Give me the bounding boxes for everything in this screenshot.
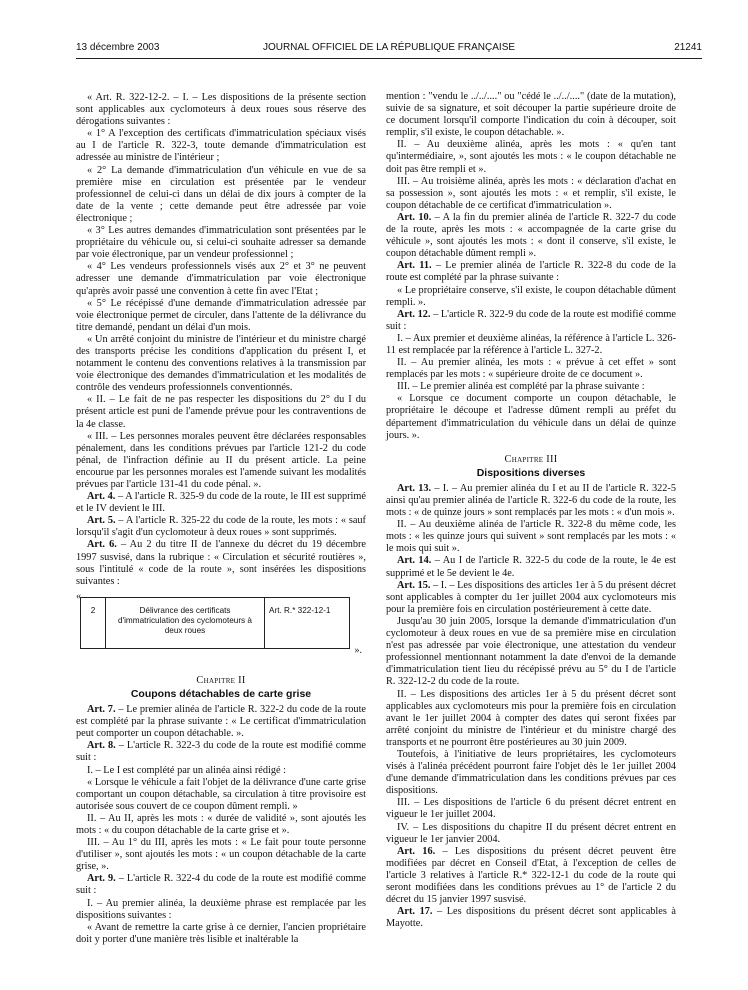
paragraph: « Avant de remettre la carte grise à ce dernier, l'ancien propriétaire doit y porter d'une manière très lisible et inaltérable la [76, 921, 366, 945]
article-number: Art. 11. [397, 260, 432, 272]
article-text: – L'article R. 322-9 du code de la route est modifié comme suit : [386, 308, 676, 332]
article-text: – I. – Les dispositions des articles 1er à 5 du présent décret sont applicables à compter du 1er juillet 2004 aux cyclomoteurs mis pour la première fois en circulation postérieurement à cette date. [386, 579, 676, 615]
paragraph: « II. – Le fait de ne pas respecter les dispositions du 2° du I du présent article est puni de l'amende prévue pour les contraventions de la 4e classe. [76, 394, 366, 430]
table-cell-reference: Art. R.* 322-12-1 [265, 597, 350, 648]
paragraph: « 3° Les autres demandes d'immatriculation sont présentées par le propriétaire du véhicule ou, si celui-ci souhaite adresser sa demande par voie électronique, par un vendeur professionnel ; [76, 225, 366, 261]
paragraph: « 5° Le récépissé d'une demande d'immatriculation adressée par voie électronique permet de circuler, dans l'attente de la délivrance du titre demandé, pendant un délai d'un mois. [76, 297, 366, 333]
article-number: Art. 8. [87, 740, 116, 752]
paragraph: « 2° La demande d'immatriculation d'un véhicule en vue de sa première mise en circulation est présentée par le vendeur professionnel de celui-ci dans un délai de dix jours à compter de la date de la vente ; cette demande peut être adressée par voie électronique ; [76, 164, 366, 224]
article-4 [76, 491, 366, 515]
paragraph: III. – Le premier alinéa est complété par la phrase suivante : [397, 381, 645, 393]
inserted-table [80, 597, 350, 649]
table-open-quote: « [76, 590, 81, 602]
article-number: Art. 14. [397, 555, 432, 567]
article-8 [76, 740, 366, 764]
article-14 [386, 555, 676, 579]
chapter-subtitle: Dispositions diverses [476, 466, 586, 479]
header-date: 13 décembre 2003 [76, 42, 160, 53]
article-text: – A l'article R. 325-22 du code de la route, les mots : « sauf lorsqu'il s'agit d'un cyclomoteur à deux roues » sont supprimés. [76, 515, 366, 539]
paragraph: « Art. R. 322-12-2. – I. – Les dispositions de la présente section sont applicables aux cyclomoteurs à deux roues sous réserve des dérogations suivantes : [76, 92, 366, 128]
article-11 [386, 260, 676, 284]
article-number: Art. 16. [397, 845, 436, 857]
article-text: – Le premier alinéa de l'article R. 322-8 du code de la route est complété par la phrase suivante : [386, 260, 676, 284]
table-close-quote: ». [354, 644, 362, 656]
article-number: Art. 4. [87, 491, 116, 503]
article-number: Art. 6. [87, 539, 117, 551]
paragraph: Jusqu'au 30 juin 2005, lorsque la demande d'immatriculation d'un cyclomoteur à deux roues en vue de sa première mise en circulation n'est pas adressée par voie électronique, une attestation du vendeur professionnel mentionnant notamment la date d'envoi de la demande d'immatriculation tient lieu du récépissé prévu au 5° du I de l'article R. 322-12-2 du code de la route. [386, 615, 676, 688]
article-text: – I. – Au premier alinéa du I et au II de l'article R. 322-5 ainsi qu'au premier alinéa de l'article R. 322-6 du code de la route, les mots : « de quinze jours » sont remplacés par les mots : « d'un mois ». [386, 482, 676, 519]
article-9 [76, 873, 366, 897]
paragraph: I. – Aux premier et deuxième alinéas, la référence à l'article L. 326-11 est remplacée par la référence à l'article L. 327-2. [386, 332, 676, 356]
paragraph: « Le propriétaire conserve, s'il existe, le coupon détachable dûment rempli. ». [386, 284, 676, 308]
paragraph: « 4° Les vendeurs professionnels visés aux 2° et 3° ne peuvent adresser une demande d'immatriculation par voie électronique qu'après avoir passé une convention à cette fin avec l'Etat ; [76, 261, 366, 297]
header-journal-title: JOURNAL OFFICIEL DE LA RÉPUBLIQUE FRANÇAISE [262, 42, 516, 53]
paragraph: II. – Au deuxième alinéa, après les mots : « qu'en tant qu'intermédiaire, », sont ajoutés les mots : « le coupon détachable ne doit pas être rempli et ». [386, 139, 676, 175]
paragraph: III. – Les dispositions de l'article 6 du présent décret entrent en vigueur le 1er juillet 2004. [386, 797, 676, 821]
chapter-heading: Chapitre II [196, 674, 246, 686]
paragraph: III. – Au troisième alinéa, après les mots : « déclaration d'achat en sa possession », sont ajoutés les mots : « et remplir, s'il existe, le coupon détachable de ce certificat d'immatriculation ». [386, 175, 676, 211]
article-text: – Au 2 du titre II de l'annexe du décret du 19 décembre 1997 susvisé, dans la rubrique : « Circulation et sécurité routières », sous l'intitulé « code de la route », sont insérées les dispositions suivantes : [76, 539, 366, 587]
paragraph: « Lorsque ce document comporte un coupon détachable, le propriétaire le découpe et l'adresse dûment rempli au préfet du département d'immatriculation du véhicule dans un délai de quinze jours. ». [386, 393, 676, 441]
article-number: Art. 12. [397, 308, 431, 320]
article-text: – Les dispositions du présent décret sont applicables à Mayotte. [386, 906, 676, 930]
article-6 [76, 539, 366, 587]
article-number: Art. 5. [87, 515, 116, 527]
article-text: – A la fin du premier alinéa de l'article R. 322-7 du code de la route, après les mots : « accompagnée de la carte grise du véhicule », sont ajoutés les mots : « dont il conserve, s'il existe, le coupon détachable dûment rempli ». [386, 211, 676, 260]
article-number: Art. 10. [397, 211, 432, 223]
article-12 [386, 309, 676, 333]
paragraph: « Lorsque le véhicule a fait l'objet de la délivrance d'une carte grise comportant un coupon détachable, sa circulation à titre provisoire est autorisée sous couvert de ce coupon dûment rempli. » [76, 776, 366, 812]
article-text: – Le premier alinéa de l'article R. 322-2 du code de la route est complété par la phrase suivante : « Le certificat d'immatriculation peut comporter un coupon détachable. ». [76, 704, 367, 740]
article-number: Art. 13. [397, 482, 432, 494]
paragraph: II. – Au premier alinéa, les mots : « prévue à cet effet » sont remplacés par les mots : « supérieure droite de ce document ». [386, 357, 676, 381]
paragraph: Toutefois, à l'initiative de leurs propriétaires, les cyclomoteurs visés à l'alinéa précédent pourront faire l'objet dès le 1er juillet 2004 d'une demande d'immatriculation dans les conditions prévues par ces dispositions. [386, 748, 676, 797]
paragraph: « Un arrêté conjoint du ministre de l'intérieur et du ministre chargé des transports précise les conditions d'application du présent I, et notamment le contenu des conventions relatives à la transmission par voie électronique des demandes d'immatriculation et les modalités de contrôle des vendeurs professionnels conventionnés. [76, 333, 366, 394]
article-number: Art. 17. [397, 906, 433, 918]
inserted-table-block [76, 590, 366, 656]
table-row [81, 597, 350, 648]
article-13 [386, 483, 676, 519]
paragraph: IV. – Les dispositions du chapitre II du présent décret entrent en vigueur le 1er janvier 2004. [386, 821, 676, 845]
table-cell-number: 2 [81, 597, 106, 648]
paragraph: mention : "vendu le ../../...." ou "cédé le ../../...." (date de la mutation), suivie de sa signature, et soit découper la partie supérieure droite de ce document lorsqu'il comporte l'indication du coin à découper, soit remplir, s'il existe, le coupon détachable. ». [386, 91, 676, 139]
paragraph: « III. – Les personnes morales peuvent être déclarées responsables pénalement, dans les conditions prévues par l'article 121-2 du code pénal, de l'infraction définie au II du présent article. La peine encourue par les personnes morales est l'amende suivant les modalités prévues par l'article 131-41 du code pénal. ». [76, 430, 366, 490]
paragraph: II. – Au deuxième alinéa de l'article R. 322-8 du même code, les mots : « les quinze jours qui suivent » sont remplacés par les mots : « le mois qui suit ». [386, 519, 676, 555]
article-17 [386, 906, 676, 930]
paragraph: II. – Au II, après les mots : « durée de validité », sont ajoutés les mots : « du coupon détachable de la carte grise et ». [76, 812, 366, 836]
article-number: Art. 15. [397, 579, 431, 591]
article-15 [386, 580, 676, 616]
left-column [76, 92, 366, 946]
article-number: Art. 9. [87, 873, 116, 885]
chapter-heading: Chapitre III [504, 453, 558, 465]
article-text: – Les dispositions du présent décret peuvent être modifiées par décret en Conseil d'Etat, à l'exception de celles de l'article 3 relatives à l'article R.* 322-12-1 du code de la route qui seront modifiées dans les conditions prévues au 1° de l'article 2 du décret du 15 janvier 1997 susvisé. [386, 845, 676, 906]
article-text: – L'article R. 322-3 du code de la route est modifié comme suit : [76, 740, 366, 764]
article-7 [76, 704, 366, 740]
article-16 [386, 846, 676, 906]
article-text: – A l'article R. 325-9 du code de la route, le III est supprimé et le IV devient le III. [76, 491, 366, 515]
page-header [76, 40, 702, 56]
article-text: – Au I de l'article R. 322-5 du code de la route, le 4e est supprimé et le 5e devient le 4e. [386, 555, 676, 579]
article-10 [386, 212, 676, 260]
chapter-subtitle: Coupons détachables de carte grise [130, 687, 312, 700]
header-page-number: 21241 [674, 42, 702, 53]
table-cell-description: Délivrance des certificats d'immatriculation des cyclomoteurs à deux roues [106, 597, 265, 648]
article-number: Art. 7. [87, 704, 116, 716]
paragraph: II. – Les dispositions des articles 1er à 5 du présent décret sont applicables aux cyclomoteurs mis pour la première fois en circulation avant le 1er juillet 2004 à compter des dates qui seront fixées par arrêté conjoint du ministre de l'intérieur et du ministre chargé des transports et ne pourront être postérieures au 30 juin 2009. [386, 688, 676, 748]
right-column [386, 91, 676, 930]
paragraph: « 1° A l'exception des certificats d'immatriculation spéciaux visés au I de l'article R. 322-3, toute demande d'immatriculation est adressée au ministre de l'intérieur ; [76, 128, 366, 164]
paragraph: III. – Au 1° du III, après les mots : « Le fait pour toute personne d'utiliser », sont ajoutés les mots : « un coupon détachable de la carte grise, ». [76, 837, 366, 873]
paragraph: I. – Au premier alinéa, la deuxième phrase est remplacée par les dispositions suivantes : [76, 897, 366, 921]
article-text: – L'article R. 322-4 du code de la route est modifié comme suit : [76, 873, 366, 897]
header-rule [76, 58, 702, 59]
paragraph: I. – Le I est complété par un alinéa ainsi rédigé : [87, 764, 286, 776]
article-5 [76, 515, 366, 539]
